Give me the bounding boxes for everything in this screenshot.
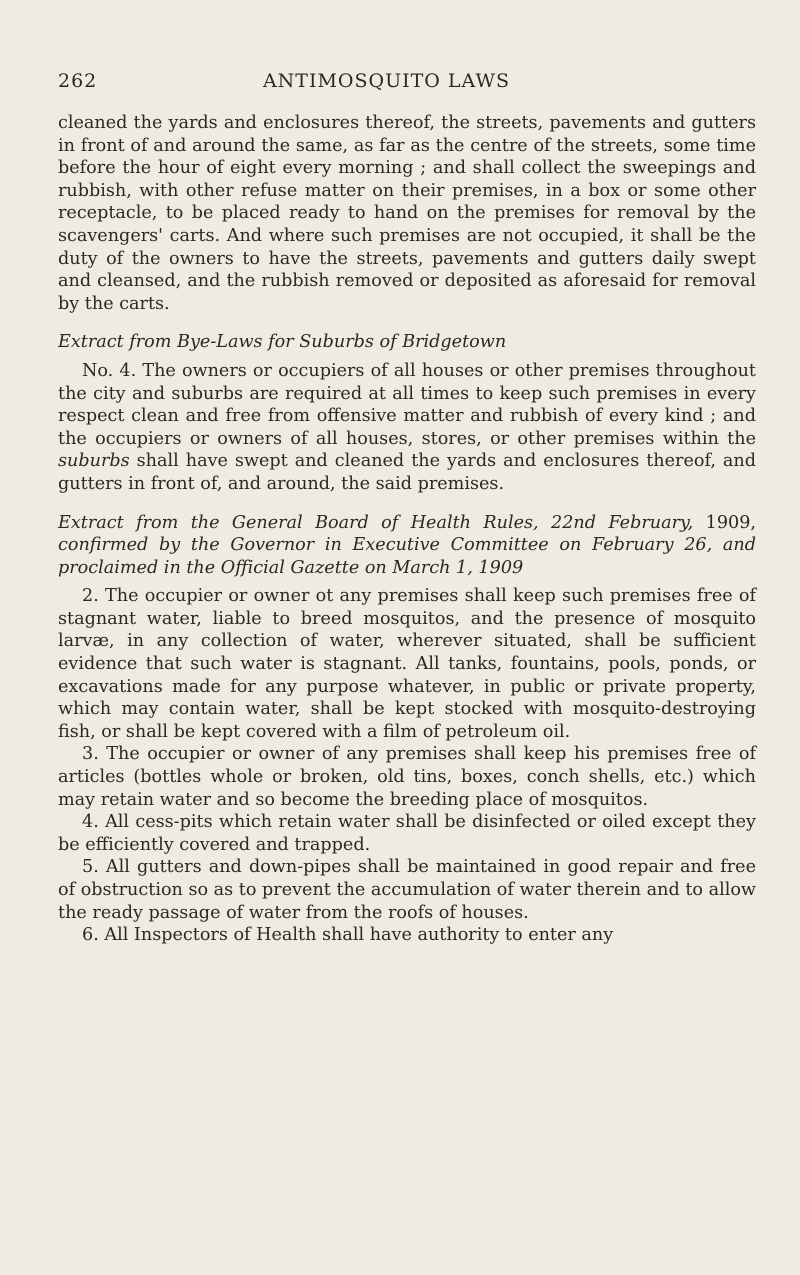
health-rule-2: 2. The occupier or owner ot any premises shall keep such premises free of stagnant water, liable to breed mosquitos, and the presence of mosquito larvæ, in any collection of water, wherever situated, shall be sufficient evidence that such water is stagnant. All tanks, fountains, pools, ponds, or excavations made for any purpose whatever, in public or private property, which may contain water, shall be kept stocked with mosquito-destroying fish, or shall be kept covered with a film of petroleum oil. [58, 586, 756, 742]
heading-part-2: confirmed by the Governor in Executive Committee on February 26, and proclaimed in the Official Gazette on March 1, 1909 [58, 535, 756, 578]
heading-year: 1909, [693, 512, 756, 533]
health-rule-6: 6. All Inspectors of Health shall have authority to enter any [82, 925, 614, 946]
running-title: ANTIMOSQUITO LAWS [262, 70, 511, 92]
rule-4-text-after: shall have swept and cleaned the yards and enclosures thereof, and gutters in front of, and around, the said premises. [58, 451, 756, 494]
page-header [58, 70, 755, 100]
health-rule-5: 5. All gutters and down-pipes shall be maintained in good repair and free of obstruction so as to prevent the accumulation of water therein and to allow the ready passage of water from the roofs of houses. [58, 857, 756, 923]
rule-4-italic-word: suburbs [58, 451, 130, 472]
bye-law-rule-4 [58, 360, 756, 496]
heading-part-1: Extract from the General Board of Health Rules, 22nd February, [58, 512, 694, 533]
rule-4-text-before: No. 4. The owners or occupiers of all houses or other premises throughout the city and suburbs are required at all times to keep such premises in every respect clean and free from offensive matter and rubbish of every kind ; and the occupiers or owners of all houses, stores, or other premises within the [58, 360, 756, 449]
health-rule-4: 4. All cess-pits which retain water shall be disinfected or oiled except they be efficiently covered and trapped. [58, 812, 756, 855]
section-heading-bridgetown: Extract from Bye-Laws for Suburbs of Bridgetown [58, 332, 507, 353]
health-rule-3: 3. The occupier or owner of any premises shall keep his premises free of articles (bottles whole or broken, old tins, boxes, conch shells, etc.) which may retain water and so become the breeding place of mosquitos. [58, 744, 756, 810]
page-number: 262 [58, 70, 98, 92]
intro-paragraph: cleaned the yards and enclosures thereof, the streets, pavements and gutters in front of and around the same, as far as the centre of the streets, some time before the hour of eight every morning ; and shall collect the sweepings and rubbish, with other refuse matter on their premises, in a box or some other receptacle, to be placed ready to hand on the premises for removal by the scavengers' carts. And where such premises are not occupied, it shall be the duty of the owners to have the streets, pavements and gutters daily swept and cleansed, and the rubbish removed or deposited as aforesaid for removal by the carts. [58, 113, 756, 314]
page-body [58, 112, 756, 947]
section-heading-health-rules [58, 512, 756, 580]
